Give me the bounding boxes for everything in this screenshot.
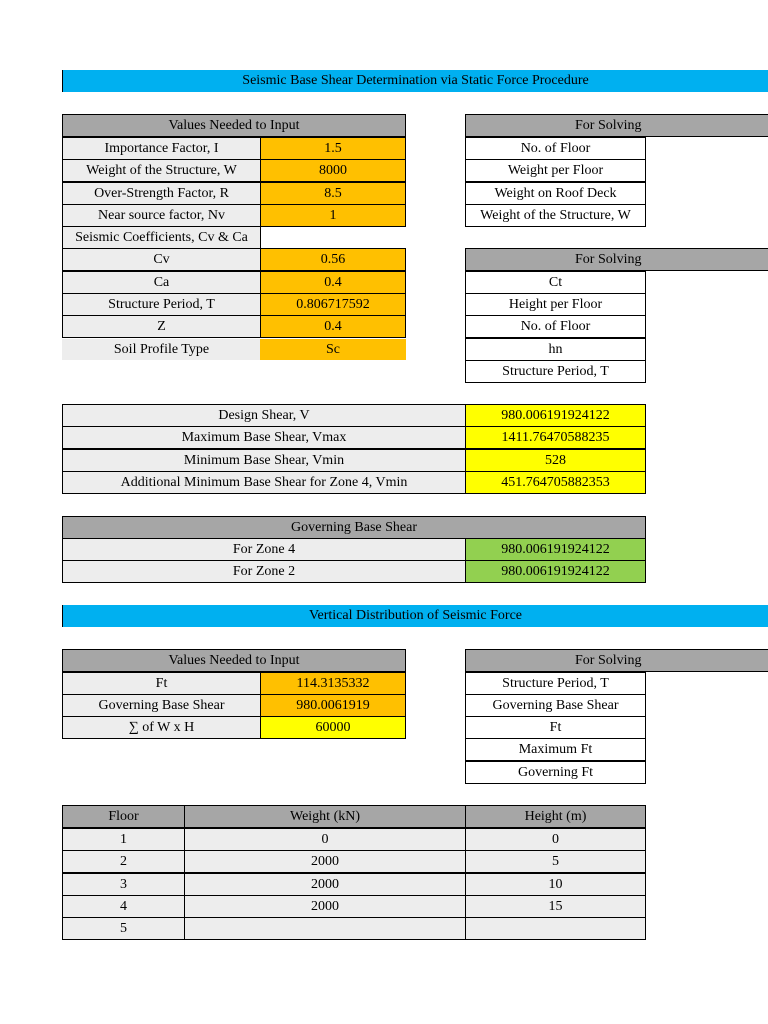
vd-input-value-sum-wh: 60000 — [260, 716, 406, 739]
governing-label-zone4: For Zone 4 — [62, 538, 466, 561]
table-cell-weight — [184, 917, 466, 940]
governing-value-zone2: 980.006191924122 — [465, 560, 646, 583]
input-label-near-source: Near source factor, Nv — [62, 204, 261, 227]
solving1-header: For Solving — [465, 114, 768, 137]
table-cell-height: 0 — [465, 828, 646, 851]
coeff-label-cv: Cv — [62, 248, 261, 271]
table-header-weight: Weight (kN) — [184, 805, 466, 828]
table-header-height: Height (m) — [465, 805, 646, 828]
solving1-item-roof-deck: Weight on Roof Deck — [465, 182, 646, 205]
shear-label-max: Maximum Base Shear, Vmax — [62, 426, 466, 449]
input-header: Values Needed to Input — [62, 114, 406, 137]
table-cell-floor: 3 — [62, 873, 185, 896]
governing-value-zone4: 980.006191924122 — [465, 538, 646, 561]
section1-title-banner — [62, 70, 768, 92]
coeff-label-ca: Ca — [62, 271, 261, 294]
solving1-item-weight-floor: Weight per Floor — [465, 159, 646, 182]
solving2-item-floors: No. of Floor — [465, 315, 646, 338]
shear-value-max: 1411.76470588235 — [465, 426, 646, 449]
table-cell-height: 5 — [465, 850, 646, 873]
table-cell-floor: 1 — [62, 828, 185, 851]
coeff-value-z[interactable]: 0.4 — [260, 315, 406, 338]
input-label-overstrength: Over-Strength Factor, R — [62, 182, 261, 205]
table-cell-height: 10 — [465, 873, 646, 896]
solving1-item-floors: No. of Floor — [465, 137, 646, 160]
coeff-value-ca[interactable]: 0.4 — [260, 271, 406, 294]
table-cell-weight: 2000 — [184, 873, 466, 896]
vd-solving-item-max-ft: Maximum Ft — [465, 738, 646, 761]
input-value-importance[interactable]: 1.5 — [260, 137, 406, 160]
vd-input-label-ft: Ft — [62, 672, 261, 695]
vd-input-label-base-shear: Governing Base Shear — [62, 694, 261, 717]
vd-input-value-ft[interactable]: 114.3135332 — [260, 672, 406, 695]
coeff-label-period: Structure Period, T — [62, 293, 261, 316]
table-cell-height — [465, 917, 646, 940]
input-value-overstrength[interactable]: 8.5 — [260, 182, 406, 205]
section1-title: Seismic Base Shear Determination via Static Force Procedure — [242, 73, 589, 88]
coeff-value-soil[interactable]: Sc — [260, 339, 406, 360]
seismic-coefficients-label: Seismic Coefficients, Cv & Ca — [62, 226, 261, 249]
vd-solving-item-gov-ft: Governing Ft — [465, 761, 646, 784]
solving2-item-ct: Ct — [465, 271, 646, 294]
solving2-header: For Solving — [465, 248, 768, 271]
vd-solving-item-ft: Ft — [465, 716, 646, 739]
shear-value-min: 528 — [465, 449, 646, 472]
section2-title: Vertical Distribution of Seismic Force — [308, 608, 523, 623]
shear-value-min-zone4: 451.764705882353 — [465, 471, 646, 494]
solving2-item-period: Structure Period, T — [465, 360, 646, 383]
table-cell-floor: 5 — [62, 917, 185, 940]
solving2-item-hn: hn — [465, 338, 646, 361]
input-label-importance: Importance Factor, I — [62, 137, 261, 160]
governing-header: Governing Base Shear — [62, 516, 646, 539]
table-cell-weight: 2000 — [184, 895, 466, 918]
vd-solving-header: For Solving — [465, 649, 768, 672]
shear-label-min-zone4: Additional Minimum Base Shear for Zone 4, Vmin — [62, 471, 466, 494]
table-cell-floor: 2 — [62, 850, 185, 873]
table-cell-height: 15 — [465, 895, 646, 918]
coeff-value-cv[interactable]: 0.56 — [260, 248, 406, 271]
vd-input-value-base-shear[interactable]: 980.0061919 — [260, 694, 406, 717]
input-value-near-source[interactable]: 1 — [260, 204, 406, 227]
shear-label-design: Design Shear, V — [62, 404, 466, 427]
solving2-item-height-floor: Height per Floor — [465, 293, 646, 316]
table-cell-weight: 0 — [184, 828, 466, 851]
shear-label-min: Minimum Base Shear, Vmin — [62, 449, 466, 472]
table-cell-floor: 4 — [62, 895, 185, 918]
input-value-weight[interactable]: 8000 — [260, 159, 406, 182]
governing-label-zone2: For Zone 2 — [62, 560, 466, 583]
coeff-label-z: Z — [62, 315, 261, 338]
table-cell-weight: 2000 — [184, 850, 466, 873]
coeff-label-soil: Soil Profile Type — [62, 339, 261, 360]
table-header-floor: Floor — [62, 805, 185, 828]
shear-value-design: 980.006191924122 — [465, 404, 646, 427]
vd-solving-item-base-shear: Governing Base Shear — [465, 694, 646, 717]
coeff-value-period[interactable]: 0.806717592 — [260, 293, 406, 316]
section2-title-banner — [62, 605, 768, 627]
solving1-item-weight-structure: Weight of the Structure, W — [465, 204, 646, 227]
vd-input-label-sum-wh: ∑ of W x H — [62, 716, 261, 739]
input-label-weight: Weight of the Structure, W — [62, 159, 261, 182]
vd-solving-item-period: Structure Period, T — [465, 672, 646, 695]
vd-input-header: Values Needed to Input — [62, 649, 406, 672]
